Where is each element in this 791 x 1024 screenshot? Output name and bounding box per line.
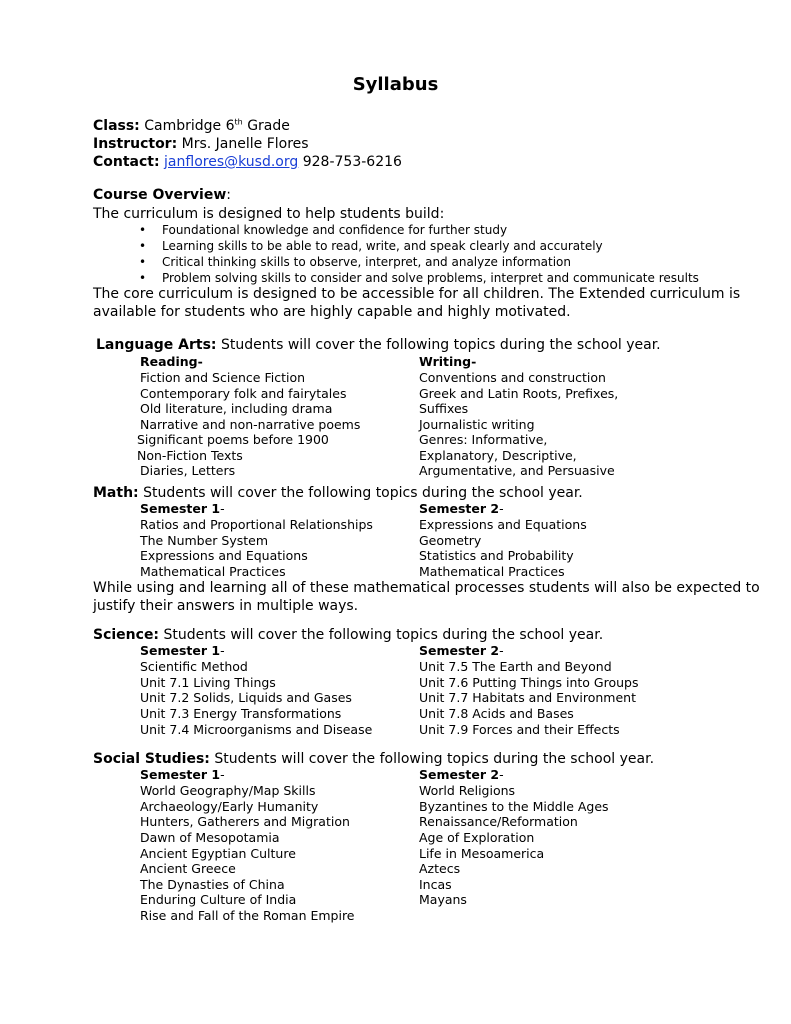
class-label: Class: (93, 118, 140, 134)
writing-item: Journalistic writing (419, 417, 535, 432)
social-s2-item: Age of Exploration (419, 830, 535, 845)
social-s1-item: Ancient Egyptian Culture (140, 846, 296, 861)
social-s2-item: Aztecs (419, 861, 461, 876)
math-s2-item: Expressions and Equations (419, 517, 587, 532)
science-s1-item: Unit 7.4 Microorganisms and Disease (140, 722, 373, 737)
reading-item: Non-Fiction Texts (137, 448, 243, 463)
math-s2-item: Mathematical Practices (419, 564, 565, 579)
social-s2-item: Renaissance/Reformation (419, 814, 578, 829)
class-line (93, 118, 290, 135)
writing-item: Explanatory, Descriptive, (419, 448, 577, 463)
science-s1-item: Scientific Method (140, 659, 248, 674)
science-s2-item: Unit 7.7 Habitats and Environment (419, 690, 636, 705)
social-semester-2-heading: Semester 2- (419, 767, 504, 782)
science-semester-1-heading: Semester 1- (140, 643, 225, 658)
social-s1-item: Archaeology/Early Humanity (140, 799, 319, 814)
social-s1-item: Dawn of Mesopotamia (140, 830, 280, 845)
language-arts-heading: Language Arts: Students will cover the following topics during the school year. (96, 337, 661, 353)
math-s1-item: Ratios and Proportional Relationships (140, 517, 373, 532)
math-s2-item: Geometry (419, 533, 482, 548)
reading-item: Diaries, Letters (140, 463, 236, 478)
reading-item: Old literature, including drama (140, 401, 333, 416)
instructor-line (93, 136, 309, 153)
overview-closing-1: The core curriculum is designed to be accessible for all children. The Extended curriculum is (93, 286, 741, 302)
overview-bullet: • Foundational knowledge and confidence for further study (139, 223, 508, 237)
writing-item: Suffixes (419, 401, 469, 416)
writing-heading: Writing- (419, 354, 477, 369)
social-s2-item: Mayans (419, 892, 467, 907)
overview-closing-2: available for students who are highly capable and highly motivated. (93, 304, 571, 320)
social-s1-item: The Dynasties of China (140, 877, 285, 892)
science-s1-item: Unit 7.3 Energy Transformations (140, 706, 342, 721)
class-value: Cambridge 6th Grade (144, 117, 290, 134)
science-s2-item: Unit 7.5 The Earth and Beyond (419, 659, 612, 674)
science-s2-item: Unit 7.9 Forces and their Effects (419, 722, 620, 737)
writing-item: Genres: Informative, (419, 432, 548, 447)
social-s1-item: World Geography/Map Skills (140, 783, 316, 798)
instructor-value: Mrs. Janelle Flores (181, 136, 309, 152)
science-s1-item: Unit 7.2 Solids, Liquids and Gases (140, 690, 352, 705)
science-semester-2-heading: Semester 2- (419, 643, 504, 658)
science-s2-item: Unit 7.6 Putting Things into Groups (419, 675, 639, 690)
contact-label: Contact: (93, 154, 160, 170)
reading-item: Narrative and non-narrative poems (140, 417, 361, 432)
science-heading: Science: Students will cover the following topics during the school year. (93, 627, 604, 643)
math-closing-1: While using and learning all of these mathematical processes students will also be expected to (93, 580, 760, 596)
writing-item: Conventions and construction (419, 370, 606, 385)
math-semester-1-heading: Semester 1- (140, 501, 225, 516)
overview-intro: The curriculum is designed to help students build: (93, 206, 445, 222)
math-s1-item: Mathematical Practices (140, 564, 286, 579)
writing-item: Argumentative, and Persuasive (419, 463, 615, 478)
contact-line (93, 154, 402, 171)
instructor-label: Instructor: (93, 136, 178, 152)
math-s2-item: Statistics and Probability (419, 548, 574, 563)
social-s1-item: Rise and Fall of the Roman Empire (140, 908, 355, 923)
math-s1-item: The Number System (140, 533, 269, 548)
contact-phone: 928-753-6216 (302, 154, 402, 170)
social-semester-1-heading: Semester 1- (140, 767, 225, 782)
overview-bullet: • Learning skills to be able to read, write, and speak clearly and accurately (139, 239, 603, 253)
math-closing-2: justify their answers in multiple ways. (93, 598, 359, 614)
reading-item: Fiction and Science Fiction (140, 370, 306, 385)
social-s1-item: Ancient Greece (140, 861, 236, 876)
social-studies-heading: Social Studies: Students will cover the following topics during the school year. (93, 751, 655, 767)
overview-bullet: • Problem solving skills to consider and solve problems, interpret and communicate results (139, 271, 699, 285)
contact-email-link[interactable]: janflores@kusd.org (164, 154, 299, 170)
writing-item: Greek and Latin Roots, Prefixes, (419, 386, 619, 401)
science-s2-item: Unit 7.8 Acids and Bases (419, 706, 574, 721)
social-s1-item: Enduring Culture of India (140, 892, 297, 907)
reading-heading: Reading- (140, 354, 203, 369)
reading-item: Significant poems before 1900 (137, 432, 329, 447)
science-s1-item: Unit 7.1 Living Things (140, 675, 276, 690)
social-s2-item: Byzantines to the Middle Ages (419, 799, 609, 814)
math-semester-2-heading: Semester 2- (419, 501, 504, 516)
reading-item: Contemporary folk and fairytales (140, 386, 347, 401)
social-s2-item: Life in Mesoamerica (419, 846, 545, 861)
overview-bullet: • Critical thinking skills to observe, interpret, and analyze information (139, 255, 571, 269)
social-s2-item: Incas (419, 877, 452, 892)
overview-heading: Course Overview: (93, 187, 231, 203)
math-heading: Math: Students will cover the following topics during the school year. (93, 485, 583, 501)
social-s2-item: World Religions (419, 783, 516, 798)
math-s1-item: Expressions and Equations (140, 548, 308, 563)
page-title: Syllabus (352, 74, 439, 95)
social-s1-item: Hunters, Gatherers and Migration (140, 814, 350, 829)
